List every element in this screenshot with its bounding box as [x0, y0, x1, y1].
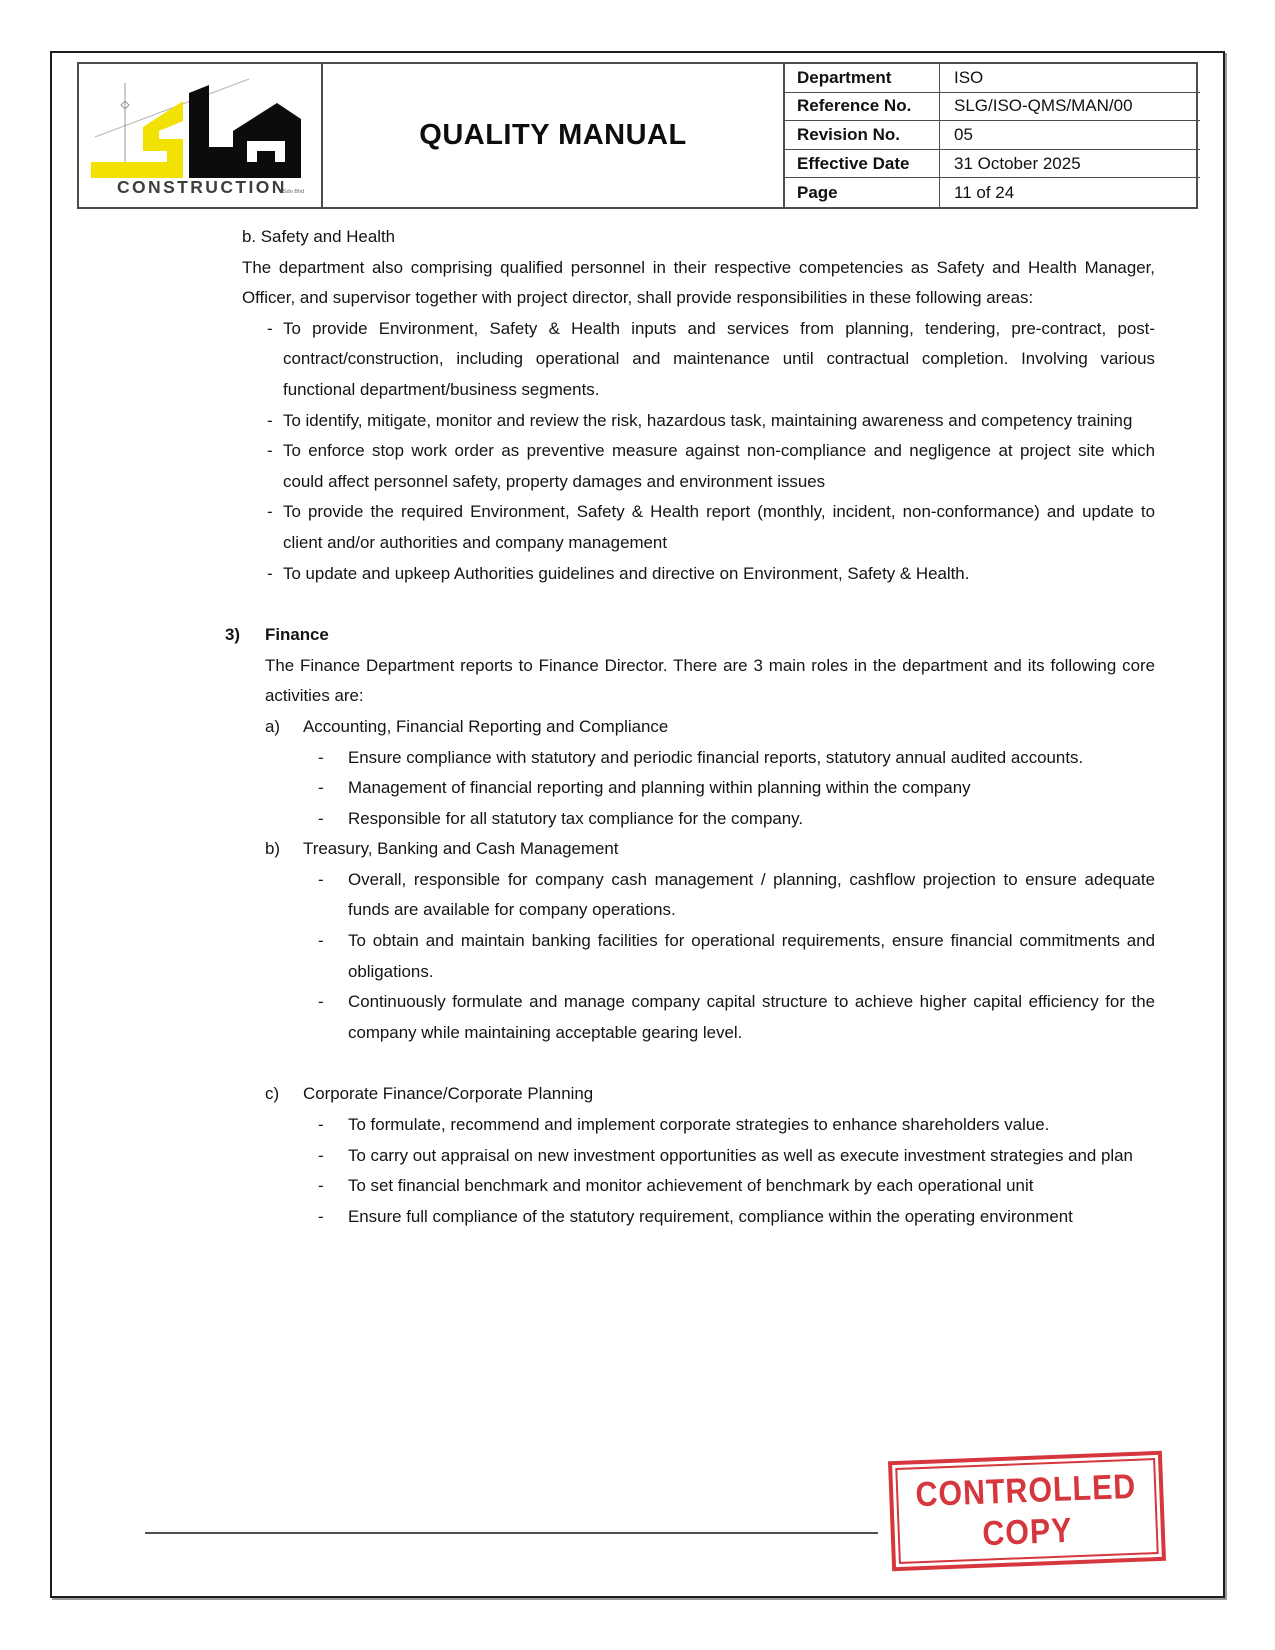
sub-dash-list — [318, 743, 1155, 835]
sub-dash-item-3: - Ensure full compliance of the statutory requirement, compliance within the operating environment — [318, 1202, 1155, 1233]
paragraph: The department also comprising qualified personnel in their respective competencies as Safety and Health Manager, Officer, and supervisor together with project director, shall provide responsibilities in these following areas: — [242, 257, 1155, 308]
dash-list — [267, 314, 1155, 589]
letter-heading — [265, 834, 1155, 865]
meta-label-1: Reference No. — [785, 93, 940, 122]
meta-label-2: Revision No. — [785, 121, 940, 150]
slg-logo-graphic — [87, 75, 314, 197]
logo-letter-s — [91, 101, 183, 178]
meta-value-0: ISO — [940, 64, 1200, 93]
letter-title: Treasury, Banking and Cash Management — [303, 839, 619, 859]
sub-dash-item-0: - To formulate, recommend and implement corporate strategies to enhance shareholders value. — [318, 1110, 1155, 1141]
sub-dash-item-0: - Overall, responsible for company cash management / planning, cashflow projection to ensure adequate funds are available for company operations. — [318, 865, 1155, 926]
sub-dash-item-1: - Management of financial reporting and planning within planning within the company — [318, 773, 1155, 804]
stamp-line1: CONTROLLED — [915, 1466, 1138, 1515]
header-table — [77, 62, 1198, 209]
sub-dash-item-1: - To obtain and maintain banking facilities for operational requirements, ensure financial commitments and obligations. — [318, 926, 1155, 987]
letter-heading — [265, 712, 1155, 743]
logo-suffix: Sdn Bhd — [282, 188, 304, 195]
document-body — [225, 222, 1155, 1232]
sub-dash-item-2: - Responsible for all statutory tax compliance for the company. — [318, 804, 1155, 835]
dash-item-3: - To provide the required Environment, Safety & Health report (monthly, incident, non-conformance) and update to client and/or authorities and company management — [267, 497, 1155, 558]
dash-item-2: - To enforce stop work order as preventive measure against non-compliance and negligence at project site which could affect personnel safety, property damages and environment issues — [267, 436, 1155, 497]
document-title: QUALITY MANUAL — [321, 64, 785, 207]
logo-letter-g — [233, 103, 301, 162]
sub-dash-list — [318, 1110, 1155, 1232]
meta-value-1: SLG/ISO-QMS/MAN/00 — [940, 93, 1200, 122]
meta-value-2: 05 — [940, 121, 1200, 150]
numbered-heading — [225, 620, 1155, 651]
letter-label: c) — [265, 1084, 280, 1104]
heading-number: 3) — [225, 625, 241, 645]
sub-dash-item-0: - Ensure compliance with statutory and periodic financial reports, statutory annual audited accounts. — [318, 743, 1155, 774]
logo-base-bar — [189, 162, 301, 178]
letter-label: a) — [265, 716, 281, 736]
dash-item-0: - To provide Environment, Safety & Health inputs and services from planning, tendering, pre-contract, post-contract/construction, including operational and maintenance until contractual completion. Involving various functional department/business segments. — [267, 314, 1155, 406]
footer-divider — [145, 1532, 878, 1534]
logo-letter-l-foot — [189, 147, 235, 163]
meta-label-4: Page — [785, 178, 940, 207]
dash-item-4: - To update and upkeep Authorities guidelines and directive on Environment, Safety & Health. — [267, 559, 1155, 590]
meta-label-3: Effective Date — [785, 150, 940, 179]
spacer — [225, 589, 1155, 620]
meta-label-0: Department — [785, 64, 940, 93]
roofline-guide — [95, 79, 249, 137]
logo-wordmark: CONSTRUCTION — [116, 176, 287, 197]
company-logo — [79, 64, 321, 207]
letter-title: Corporate Finance/Corporate Planning — [303, 1084, 594, 1104]
meta-value-3: 31 October 2025 — [940, 150, 1200, 179]
letter-label: b) — [265, 839, 281, 859]
meta-value-4: 11 of 24 — [954, 182, 1015, 202]
sub-dash-item-2: - To set financial benchmark and monitor achievement of benchmark by each operational unit — [318, 1171, 1155, 1202]
stamp-text — [915, 1465, 1139, 1556]
letter-heading — [265, 1079, 1155, 1110]
spacer — [225, 1048, 1155, 1079]
sub-dash-list — [318, 865, 1155, 1049]
heading-label: Finance — [265, 625, 329, 645]
sub-dash-item-2: - Continuously formulate and manage company capital structure to achieve higher capital efficiency for the company while maintaining acceptable gearing level. — [318, 987, 1155, 1048]
paragraph: The Finance Department reports to Finance Director. There are 3 main roles in the department and its following core activities are: — [265, 655, 1155, 706]
letter-title: Accounting, Financial Reporting and Compliance — [303, 716, 669, 736]
subheading: b. Safety and Health — [242, 227, 396, 246]
sub-dash-item-1: - To carry out appraisal on new investment opportunities as well as execute investment strategies and plan — [318, 1141, 1155, 1172]
stamp-line2: COPY — [982, 1510, 1074, 1554]
dash-item-1: - To identify, mitigate, monitor and review the risk, hazardous task, maintaining awareness and competency training — [267, 406, 1155, 437]
controlled-copy-stamp — [888, 1451, 1166, 1571]
